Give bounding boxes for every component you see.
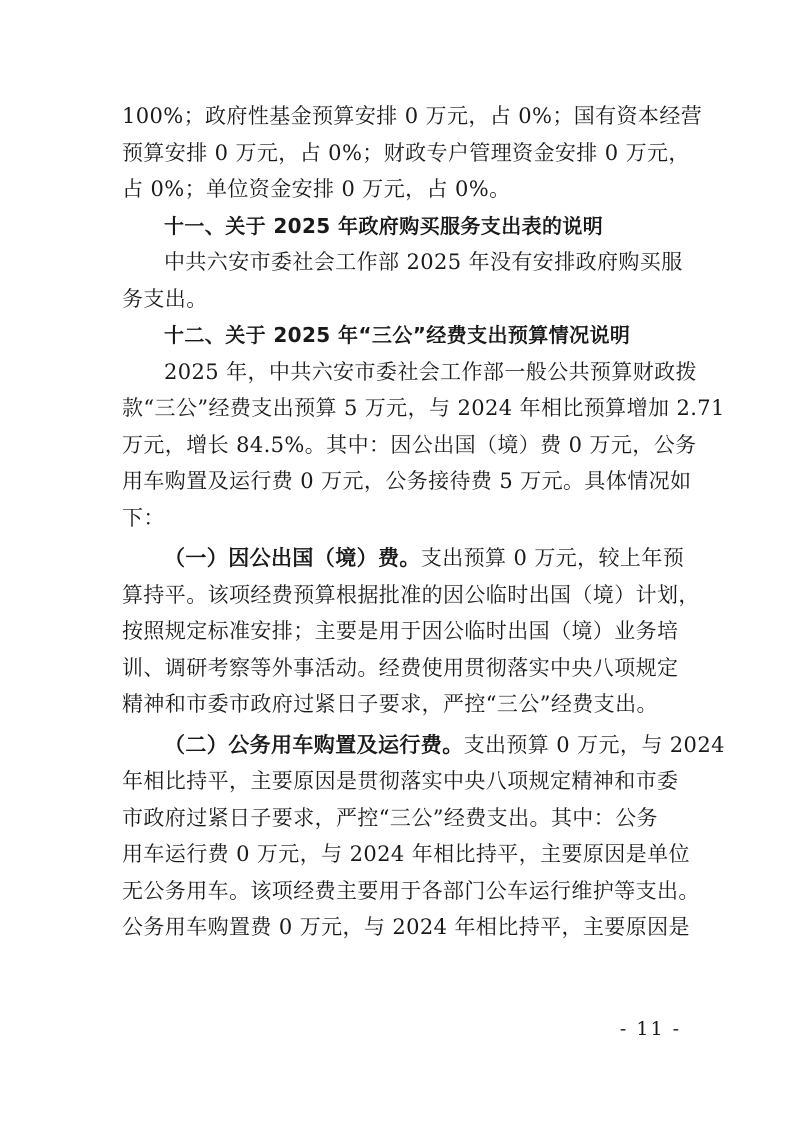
- body-text: 支出预算 0 万元，较上年预: [420, 546, 685, 570]
- section-heading-12: 十二、关于 2025 年“三公”经费支出预算情况说明: [164, 323, 631, 347]
- body-line: 2025 年，中共六安市委社会工作部一般公共预算财政拨: [164, 359, 697, 384]
- paragraph-line: [122, 540, 685, 577]
- body-line: 精神和市委市政府过紧日子要求，严控“三公”经费支出。: [122, 692, 658, 716]
- body-line: 年相比持平，主要原因是贯彻落实中央八项规定精神和市委: [122, 769, 679, 793]
- page-number: - 11 -: [619, 1018, 681, 1040]
- body-line: 公务用车购置费 0 万元，与 2024 年相比持平，主要原因是: [122, 915, 690, 939]
- body-line: 万元，增长 84.5%。其中：因公出国（境）费 0 万元，公务: [122, 432, 697, 457]
- body-line: 训、调研考察等外事活动。经费使用贯彻落实中央八项规定: [122, 655, 679, 680]
- body-line: 下：: [122, 505, 165, 530]
- body-line: 预算安排 0 万元，占 0%；财政专户管理资金安排 0 万元，: [122, 140, 690, 165]
- subsection-heading-1: （一）因公出国（境）费。: [164, 545, 421, 570]
- body-line: 市政府过紧日子要求，严控“三公”经费支出。其中：公务: [122, 805, 658, 830]
- section-heading-11: 十一、关于 2025 年政府购买服务支出表的说明: [164, 213, 604, 238]
- paragraph-line: [122, 727, 725, 764]
- body-line: 按照规定标准安排；主要是用于因公临时出国（境）业务培: [122, 619, 679, 643]
- body-line: 款“三公”经费支出预算 5 万元，与 2024 年相比预算增加 2.71: [122, 396, 725, 420]
- body-line: 中共六安市委社会工作部 2025 年没有安排政府购买服: [164, 250, 683, 274]
- subsection-heading-2: （二）公务用车购置及运行费。: [164, 731, 464, 757]
- body-line: 用车运行费 0 万元，与 2024 年相比持平，主要原因是单位: [122, 842, 690, 866]
- body-line: 算持平。该项经费预算根据批准的因公临时出国（境）计划，: [122, 582, 700, 607]
- body-line: 无公务用车。该项经费主要用于各部门公车运行维护等支出。: [122, 878, 700, 903]
- body-line: 用车购置及运行费 0 万元，公务接待费 5 万元。具体情况如: [122, 469, 692, 493]
- body-line: 100%；政府性基金预算安排 0 万元，占 0%；国有资本经营: [122, 104, 703, 128]
- body-line: 占 0%；单位资金安排 0 万元，占 0%。: [122, 177, 511, 201]
- body-line: 务支出。: [122, 286, 208, 311]
- body-text: 支出预算 0 万元，与 2024: [463, 732, 725, 757]
- document-page: [122, 98, 725, 946]
